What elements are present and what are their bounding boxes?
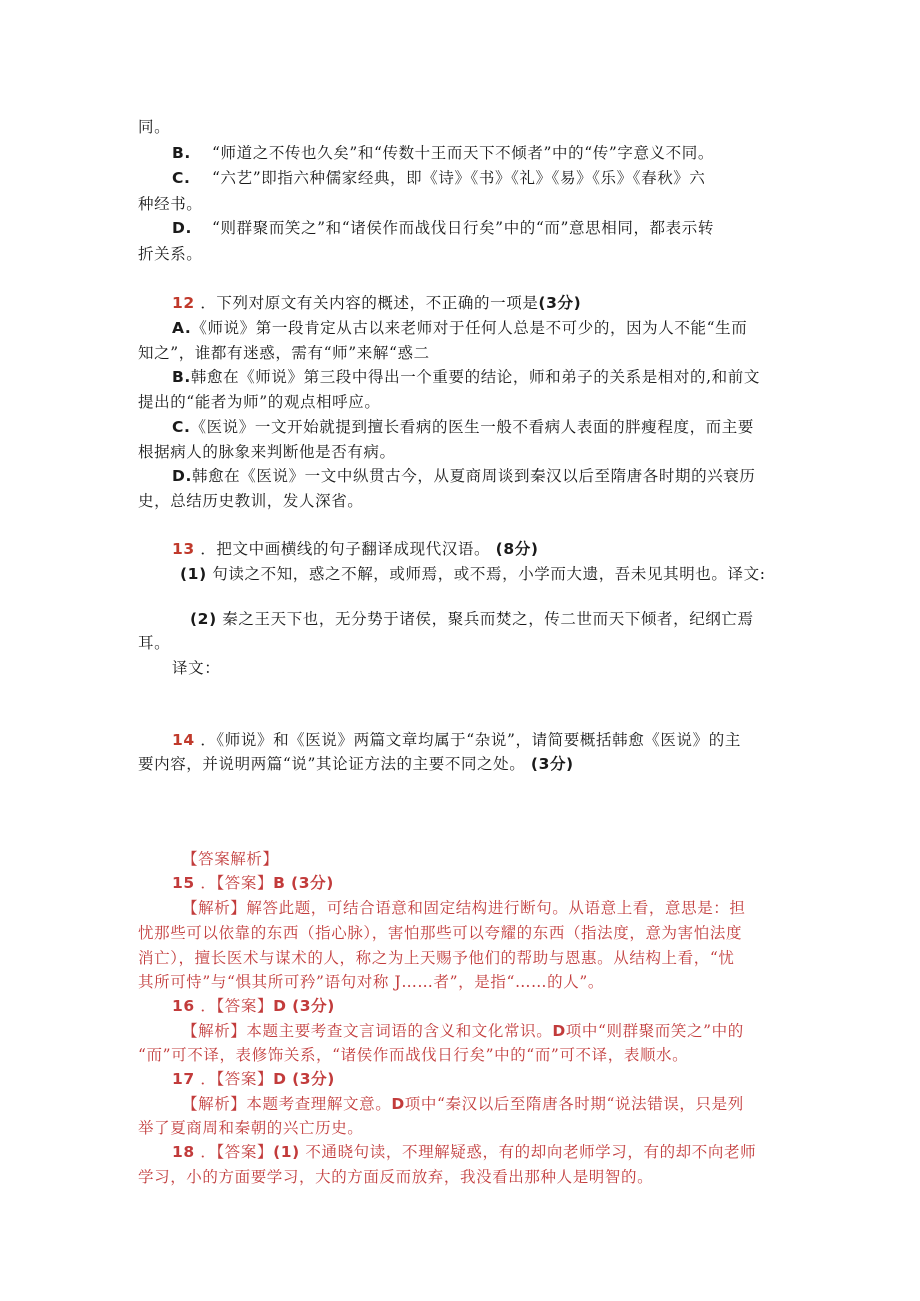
answer-15-line-4: 其所可恃”与“惧其所可矜”语句对称 J……者”，是指“……的人”。 xyxy=(138,973,604,991)
q12-option-c: C.《医说》一文开始就提到擅长看病的医生一般不看病人表面的胖瘦程度，而主要 xyxy=(172,418,754,436)
answer-17-line-2: 举了夏商周和秦朝的兴亡历史。 xyxy=(138,1119,364,1137)
q12-option-b-cont: 提出的“能者为师”的观点相呼应。 xyxy=(138,393,381,411)
q11-option-c-cont: 种经书。 xyxy=(138,195,203,213)
q12-option-d-cont: 史，总结历史教训，发人深省。 xyxy=(138,492,364,510)
answer-18-head: 18 ．【答案】(1) 不通晓句读，不理解疑惑，有的却向老师学习，有的却不向老师 xyxy=(172,1143,757,1161)
answers-heading: 【答案解析】 xyxy=(182,850,279,868)
q13-sentence-2-cont: 耳。 xyxy=(138,634,171,652)
q11-option-d: D. “则群聚而笑之”和“诸侯作而战伐日行矣”中的“而”意思相同，都表示转 xyxy=(172,219,714,237)
q12-option-a-cont: 知之”，谁都有迷惑，需有“师”来解“惑二 xyxy=(138,344,430,362)
answer-16-line-1: 【解析】本题主要考查文言词语的含义和文化常识。D项中“则群聚而笑之”中的 xyxy=(182,1022,744,1040)
q14-stem: 14 ．《师说》和《医说》两篇文章均属于“杂说”，请简要概括韩愈《医说》的主 xyxy=(172,731,741,749)
q12-option-b: B.韩愈在《师说》第三段中得出一个重要的结论，师和弟子的关系是相对的,和前文 xyxy=(172,368,760,386)
answer-15-line-3: 消亡），擅长医术与谋术的人，称之为上天赐予他们的帮助与恩惠。从结构上看，“忧 xyxy=(138,949,735,967)
answer-15-line-2: 忧那些可以依靠的东西（指心脉），害怕那些可以夸耀的东西（指法度，意为害怕法度 xyxy=(138,924,743,942)
answer-17-head: 17 ．【答案】D (3分) xyxy=(172,1070,335,1088)
q14-stem-cont: 要内容，并说明两篇“说”其论证方法的主要不同之处。 (3分) xyxy=(138,755,574,773)
answer-17-line-1: 【解析】本题考查理解文意。D项中“秦汉以后至隋唐各时期“说法错误，只是列 xyxy=(182,1095,744,1113)
q12-option-c-cont: 根据病人的脉象来判断他是否有病。 xyxy=(138,443,396,461)
q13-sentence-2: (2) 秦之王天下也，无分势于诸侯，聚兵而焚之，传二世而天下倾者，纪纲亡焉 xyxy=(190,610,754,628)
answer-16-line-2: “而”可不译，表修饰关系，“诸侯作而战伐日行矣”中的“而”可不译，表顺水。 xyxy=(138,1046,689,1064)
q11-option-b: B. “师道之不传也久矣”和“传数十王而天下不倾者”中的“传”字意义不同。 xyxy=(172,144,714,162)
q11-line-0: 同。 xyxy=(138,118,171,136)
q13-stem: 13 ．把文中画横线的句子翻译成现代汉语。 (8分) xyxy=(172,540,539,558)
answer-16-head: 16 ．【答案】D (3分) xyxy=(172,997,335,1015)
q13-translation-label: 译文： xyxy=(172,659,221,677)
q12-stem: 12 ．下列对原文有关内容的概述，不正确的一项是(3分) xyxy=(172,294,582,312)
q12-option-d: D.韩愈在《医说》一文中纵贯古今，从夏商周谈到秦汉以后至隋唐各时期的兴衰历 xyxy=(172,467,756,485)
q12-option-a: A.《师说》第一段肯定从古以来老师对于任何人总是不可少的，因为人不能“生而 xyxy=(172,319,748,337)
answer-18-line-2: 学习，小的方面要学习，大的方面反而放弃，我没看出那种人是明智的。 xyxy=(138,1168,654,1186)
q11-option-c: C. “六艺”即指六种儒家经典，即《诗》《书》《礼》《易》《乐》《春秋》六 xyxy=(172,169,706,187)
q13-sentence-1: (1) 句读之不知，惑之不解，或师焉，或不焉，小学而大遗，吾未见其明也。译文: xyxy=(180,565,766,583)
answer-15-line-1: 【解析】解答此题，可结合语意和固定结构进行断句。从语意上看，意思是：担 xyxy=(182,899,746,917)
q11-option-d-cont: 折关系。 xyxy=(138,245,203,263)
answer-15-head: 15 ．【答案】B (3分) xyxy=(172,874,334,892)
